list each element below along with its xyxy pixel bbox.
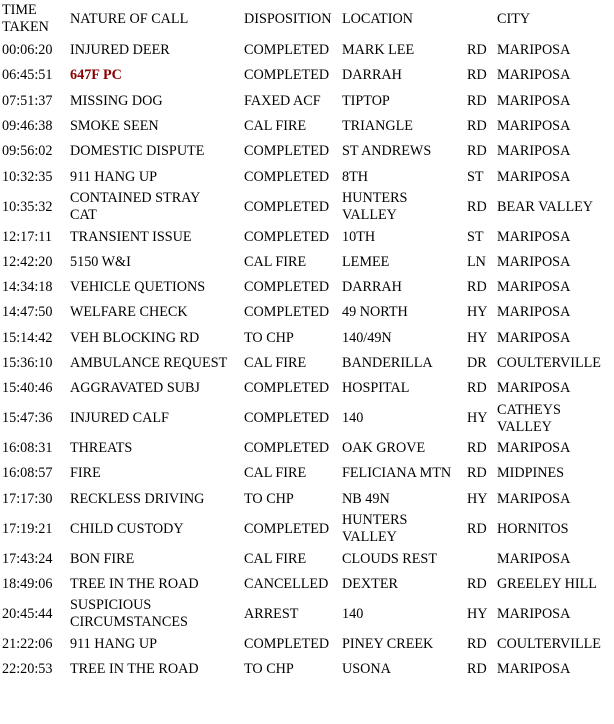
row-disposition: COMPLETED	[244, 279, 330, 296]
row-time: 14:47:50	[2, 304, 53, 321]
row-nature: TRANSIENT ISSUE	[70, 228, 192, 245]
row-disposition: COMPLETED	[244, 635, 330, 652]
row-city: COULTERVILLE	[497, 355, 601, 371]
header-city: CITY	[497, 11, 531, 27]
row-location: HUNTERS VALLEY	[342, 512, 408, 546]
row-location: DARRAH	[342, 67, 402, 84]
row-street-suffix: RD	[467, 575, 487, 592]
table-row	[0, 224, 614, 249]
row-location: DARRAH	[342, 279, 402, 296]
table-row	[0, 487, 614, 512]
row-disposition: TO CHP	[244, 661, 294, 678]
row-location: HOSPITAL	[342, 380, 410, 397]
row-location: CLOUDS REST	[342, 550, 437, 567]
row-nature: THREATS	[70, 440, 133, 457]
row-city: MARIPOSA	[497, 228, 571, 245]
row-nature: 5150 W&I	[70, 253, 131, 270]
row-location: MARK LEE	[342, 42, 415, 59]
row-street-suffix: RD	[467, 67, 487, 84]
row-disposition: COMPLETED	[244, 410, 330, 427]
row-nature: 911 HANG UP	[70, 168, 157, 185]
row-street-suffix: RD	[467, 661, 487, 678]
table-row	[0, 114, 614, 139]
row-street-suffix: RD	[467, 635, 487, 652]
row-location: NB 49N	[342, 490, 390, 507]
row-nature: CONTAINED STRAY CAT	[70, 190, 201, 224]
table-row	[0, 164, 614, 189]
row-disposition: CANCELLED	[244, 575, 329, 592]
row-location: FELICIANA MTN	[342, 465, 452, 482]
row-time: 17:43:24	[2, 550, 53, 567]
table-row	[0, 38, 614, 63]
row-nature: TREE IN THE ROAD	[70, 575, 199, 592]
row-nature: SMOKE SEEN	[70, 118, 159, 135]
row-street-suffix: HY	[467, 605, 488, 622]
row-city: MARIPOSA	[497, 605, 571, 622]
row-city: BEAR VALLEY	[497, 198, 594, 215]
row-nature: AGGRAVATED SUBJ	[70, 380, 200, 397]
row-nature: INJURED DEER	[70, 42, 170, 59]
row-time: 17:17:30	[2, 490, 53, 507]
row-time: 12:17:11	[2, 228, 52, 245]
row-nature: 647F PC	[70, 67, 122, 84]
row-city: GREELEY HILL	[497, 575, 597, 592]
row-street-suffix: ST	[467, 168, 484, 185]
row-time: 09:56:02	[2, 143, 53, 160]
row-nature: 911 HANG UP	[70, 635, 157, 652]
row-time: 16:08:31	[2, 440, 53, 457]
row-city: MIDPINES	[497, 465, 565, 482]
row-time: 00:06:20	[2, 42, 53, 59]
header-disposition: DISPOSITION	[244, 11, 332, 27]
row-time: 20:45:44	[2, 605, 53, 622]
table-row	[0, 376, 614, 401]
row-location: 8TH	[342, 168, 369, 185]
table-row	[0, 190, 614, 225]
table-row	[0, 512, 614, 547]
row-city: MARIPOSA	[497, 143, 571, 160]
row-street-suffix: RD	[467, 279, 487, 296]
table-row	[0, 139, 614, 164]
row-location: 140	[342, 605, 364, 622]
row-nature: RECKLESS DRIVING	[70, 490, 205, 507]
row-location: BANDERILLA	[342, 355, 433, 371]
row-nature: AMBULANCE REQUEST	[70, 355, 228, 371]
row-location: DEXTER	[342, 575, 398, 592]
row-city: MARIPOSA	[497, 661, 571, 678]
row-disposition: TO CHP	[244, 329, 294, 346]
header-row	[0, 0, 614, 38]
row-disposition: COMPLETED	[244, 520, 330, 537]
row-disposition: COMPLETED	[244, 42, 330, 59]
table-row	[0, 401, 614, 436]
table-row	[0, 547, 614, 572]
row-city: MARIPOSA	[497, 490, 571, 507]
row-nature: VEHICLE QUETIONS	[70, 279, 206, 296]
row-disposition: CAL FIRE	[244, 118, 307, 135]
table-row	[0, 300, 614, 325]
row-time: 18:49:06	[2, 575, 53, 592]
row-time: 14:34:18	[2, 279, 53, 296]
call-rows	[0, 38, 614, 682]
row-nature: INJURED CALF	[70, 410, 169, 427]
row-city: MARIPOSA	[497, 329, 571, 346]
header-location: LOCATION	[342, 11, 413, 27]
row-time: 21:22:06	[2, 635, 53, 652]
row-street-suffix: HY	[467, 329, 488, 346]
row-disposition: TO CHP	[244, 490, 294, 507]
row-street-suffix: HY	[467, 410, 488, 427]
row-city: MARIPOSA	[497, 67, 571, 84]
row-disposition: COMPLETED	[244, 380, 330, 397]
row-nature: VEH BLOCKING RD	[70, 329, 200, 346]
row-disposition: CAL FIRE	[244, 550, 307, 567]
row-nature: MISSING DOG	[70, 92, 163, 109]
row-city: MARIPOSA	[497, 253, 571, 270]
header-nature-of-call: NATURE OF CALL	[70, 11, 189, 27]
row-street-suffix: HY	[467, 490, 488, 507]
row-location: OAK GROVE	[342, 440, 426, 457]
row-city: MARIPOSA	[497, 92, 571, 109]
row-city: MARIPOSA	[497, 118, 571, 135]
row-street-suffix: LN	[467, 253, 486, 270]
row-city: HORNITOS	[497, 520, 569, 537]
row-nature: CHILD CUSTODY	[70, 520, 184, 537]
row-time: 15:14:42	[2, 329, 53, 346]
row-city: MARIPOSA	[497, 168, 571, 185]
row-time: 16:08:57	[2, 465, 53, 482]
table-row	[0, 657, 614, 682]
row-location: TRIANGLE	[342, 118, 413, 135]
row-street-suffix: RD	[467, 440, 487, 457]
row-nature: WELFARE CHECK	[70, 304, 188, 321]
row-time: 07:51:37	[2, 92, 53, 109]
row-location: 10TH	[342, 228, 376, 245]
row-location: 140	[342, 410, 364, 427]
row-city: MARIPOSA	[497, 279, 571, 296]
row-location: LEMEE	[342, 253, 390, 270]
row-street-suffix: RD	[467, 118, 487, 135]
row-time: 06:45:51	[2, 67, 53, 84]
table-row	[0, 436, 614, 461]
row-street-suffix: RD	[467, 380, 487, 397]
row-street-suffix: DR	[467, 355, 487, 371]
row-nature: DOMESTIC DISPUTE	[70, 143, 205, 160]
row-disposition: FAXED ACF	[244, 92, 321, 109]
row-disposition: COMPLETED	[244, 198, 330, 215]
row-street-suffix: RD	[467, 520, 487, 537]
row-location: 140/49N	[342, 329, 392, 346]
row-disposition: COMPLETED	[244, 67, 330, 84]
table-row	[0, 461, 614, 486]
row-city: MARIPOSA	[497, 550, 571, 567]
table-row	[0, 597, 614, 632]
row-time: 15:36:10	[2, 355, 53, 371]
row-time: 09:46:38	[2, 118, 53, 135]
row-disposition: CAL FIRE	[244, 253, 307, 270]
row-time: 15:40:46	[2, 380, 53, 397]
row-location: TIPTOP	[342, 92, 390, 109]
table-row	[0, 572, 614, 597]
row-city: MARIPOSA	[497, 42, 571, 59]
table-row	[0, 351, 614, 376]
row-nature: BON FIRE	[70, 550, 135, 567]
row-city: MARIPOSA	[497, 440, 571, 457]
row-time: 17:19:21	[2, 520, 53, 537]
row-disposition: CAL FIRE	[244, 355, 307, 371]
row-city: MARIPOSA	[497, 380, 571, 397]
row-disposition: CAL FIRE	[244, 465, 307, 482]
row-city: MARIPOSA	[497, 304, 571, 321]
row-disposition: COMPLETED	[244, 440, 330, 457]
row-street-suffix: RD	[467, 198, 487, 215]
row-city: CATHEYS VALLEY	[497, 401, 561, 435]
row-nature: SUSPICIOUS CIRCUMSTANCES	[70, 597, 188, 631]
row-time: 12:42:20	[2, 253, 53, 270]
row-disposition: COMPLETED	[244, 168, 330, 185]
row-time: 22:20:53	[2, 661, 53, 678]
row-location: ST ANDREWS	[342, 143, 432, 160]
row-disposition: COMPLETED	[244, 143, 330, 160]
table-row	[0, 632, 614, 657]
row-street-suffix: RD	[467, 143, 487, 160]
row-location: HUNTERS VALLEY	[342, 190, 408, 224]
row-disposition: COMPLETED	[244, 228, 330, 245]
row-time: 15:47:36	[2, 410, 53, 427]
row-street-suffix: RD	[467, 92, 487, 109]
row-street-suffix: ST	[467, 228, 484, 245]
row-disposition: COMPLETED	[244, 304, 330, 321]
table-row	[0, 275, 614, 300]
header-time-taken: TIME TAKEN	[2, 2, 49, 35]
row-street-suffix: HY	[467, 304, 488, 321]
table-row	[0, 326, 614, 351]
row-nature: TREE IN THE ROAD	[70, 661, 199, 678]
table-row	[0, 250, 614, 275]
row-location: 49 NORTH	[342, 304, 408, 321]
row-time: 10:35:32	[2, 198, 53, 215]
row-location: PINEY CREEK	[342, 635, 434, 652]
table-row	[0, 63, 614, 88]
row-location: USONA	[342, 661, 391, 678]
row-disposition: ARREST	[244, 605, 299, 622]
row-street-suffix: RD	[467, 42, 487, 59]
row-street-suffix: RD	[467, 465, 487, 482]
row-nature: FIRE	[70, 465, 101, 482]
row-time: 10:32:35	[2, 168, 53, 185]
row-city: COULTERVILLE	[497, 635, 601, 652]
table-row	[0, 89, 614, 114]
